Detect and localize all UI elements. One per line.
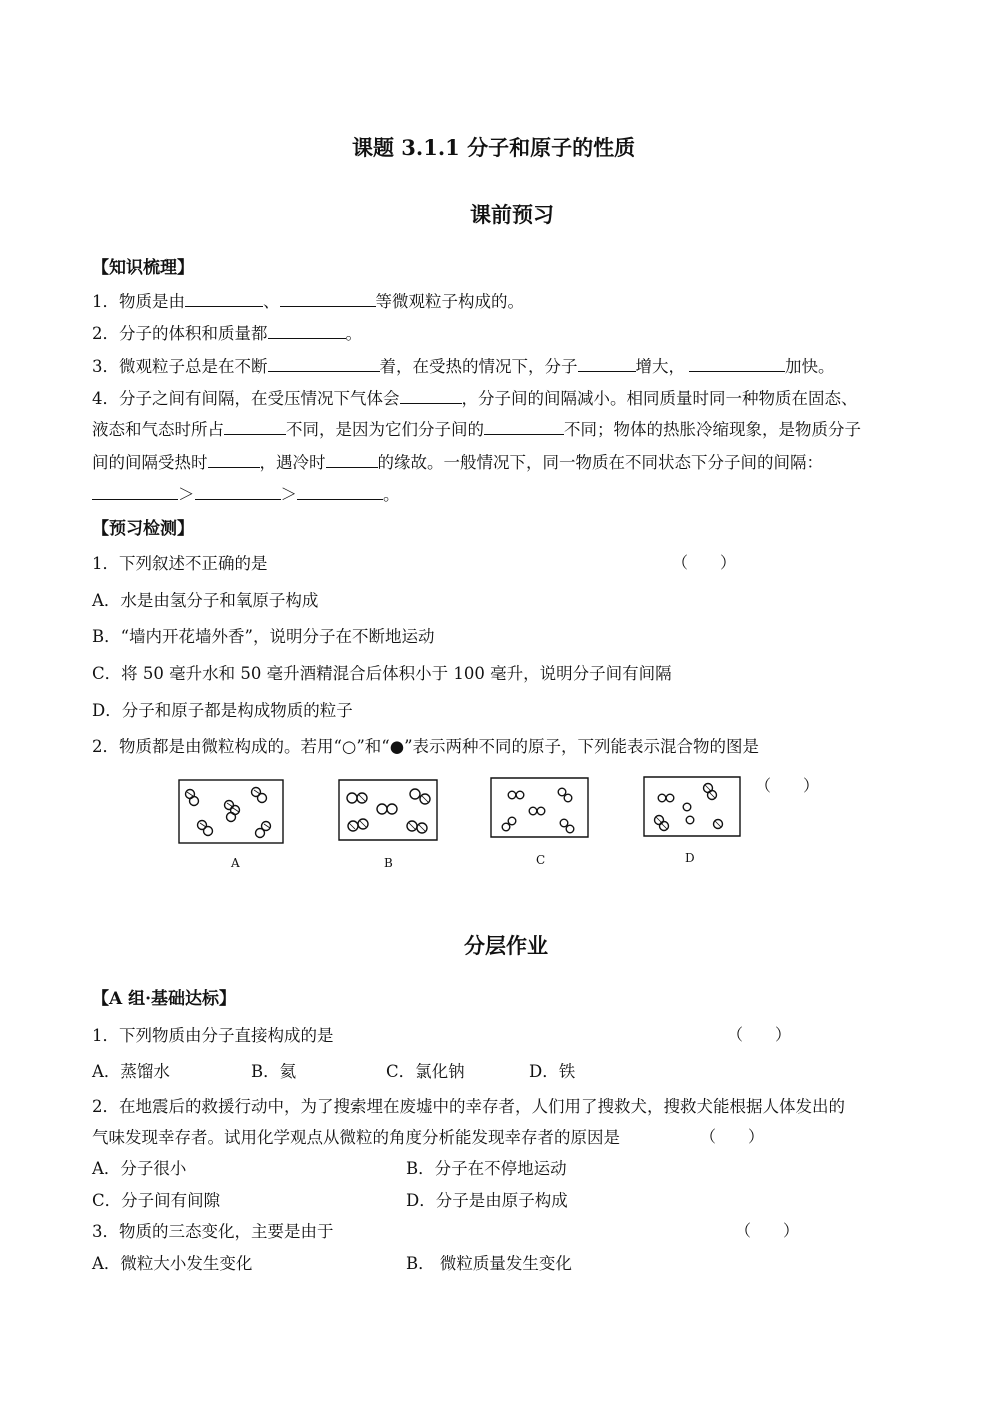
section-homework-title: 分层作业 [464,933,548,958]
q2-figure-b[interactable] [337,776,441,844]
q2-stem: 2．物质都是由微粒构成的。若用“○”和“●”表示两种不同的原子，下列能表示混合物的图是 [92,737,760,756]
figure-c-particles [502,788,574,833]
q2-label-b: B [384,856,393,870]
k4-text-l3b: ，遇冷时 [259,453,326,472]
a3-option-a[interactable]: A．微粒大小发生变化 [92,1254,253,1273]
q2-label-a: A [231,856,240,870]
a2-stem-line-2: 气味发现幸存者。试用化学观点从微粒的角度分析能发现幸存者的原因是 [92,1128,620,1147]
a2-option-c[interactable]: C．分子间有间隙 [92,1191,221,1210]
q1-option-c[interactable]: C．将 50 毫升水和 50 毫升酒精混合后体积小于 100 毫升，说明分子间有间隔 [92,664,672,683]
k4-blank-5[interactable] [326,451,378,468]
a3-answer-paren[interactable]: （ ） [735,1221,800,1240]
k4-text-l2b: 不同，是因为它们分子间的 [286,420,484,439]
page-title: 课题 3.1.1 分子和原子的性质 [352,135,636,160]
a2-option-a[interactable]: A．分子很小 [92,1159,187,1178]
a1-option-b[interactable]: B．氦 [251,1062,297,1081]
k3-blank-2[interactable] [578,355,636,372]
k4-blank-7[interactable] [195,483,281,500]
k1-blank-1[interactable] [185,290,263,307]
k2-text-a: 2．分子的体积和质量都 [92,324,268,343]
k1-text-a: 1．物质是由 [92,292,185,311]
k4-line-3 [92,449,823,473]
figure-d-particles [655,784,723,831]
k4-blank-1[interactable] [400,387,462,404]
knowledge-heading: 【知识梳理】 [92,258,194,278]
k4-line-4 [92,481,400,505]
k4-text-l3c: 的缘故。一般情况下，同一物质在不同状态下分子间的间隔： [377,453,823,472]
k2-line [92,320,362,344]
a1-answer-paren[interactable]: （ ） [727,1025,792,1044]
k4-blank-8[interactable] [297,483,383,500]
check-heading: 【预习检测】 [92,519,194,539]
q2-label-d: D [685,851,695,865]
q2-figure-a[interactable] [178,778,286,846]
figure-a-particles [186,788,271,838]
k4-text-l2c: 不同；物体的热胀冷缩现象，是物质分子 [564,420,861,439]
k2-text-b: 。 [345,324,362,343]
k4-text-l1b: ，分子间的间隔减小。相同质量时同一种物质在固态、 [461,389,858,408]
k1-blank-2[interactable] [280,290,376,307]
k4-text-l1a: 4．分子之间有间隔，在受压情况下气体会 [92,389,400,408]
a2-option-b[interactable]: B．分子在不停地运动 [406,1159,567,1178]
section-preview-title: 课前预习 [470,202,554,227]
a2-option-d[interactable]: D．分子是由原子构成 [406,1191,568,1210]
q1-option-b[interactable]: B．“墙内开花墙外香”，说明分子在不断地运动 [92,627,435,646]
k4-blank-2[interactable] [224,418,286,435]
q1-stem: 1．下列叙述不正确的是 [92,554,268,573]
a2-stem-line-1: 2．在地震后的救援行动中，为了搜索埋在废墟中的幸存者，人们用了搜救犬，搜救犬能根据人体发出的 [92,1097,845,1116]
k4-blank-6[interactable] [92,483,178,500]
k4-blank-3[interactable] [484,418,564,435]
a3-option-b[interactable]: B． 微粒质量发生变化 [406,1254,572,1273]
k4-gt-2: ＞ [280,485,297,504]
k4-blank-4[interactable] [208,451,260,468]
a2-answer-paren[interactable]: （ ） [700,1127,765,1146]
k4-line-2 [92,416,861,440]
q1-option-d[interactable]: D．分子和原子都是构成物质的粒子 [92,701,353,720]
a1-option-c[interactable]: C．氯化钠 [386,1062,465,1081]
q2-label-c: C [536,853,546,867]
a3-stem: 3．物质的三态变化，主要是由于 [92,1222,334,1241]
k3-blank-3[interactable] [689,355,785,372]
k1-line [92,288,524,312]
k2-blank[interactable] [268,322,346,339]
q2-answer-paren[interactable]: （ ） [755,776,820,795]
k3-text-c: 增大， [635,357,685,376]
k4-text-l2a: 液态和气态时所占 [92,420,224,439]
k3-text-d: 加快。 [785,357,835,376]
k3-text-a: 3．微观粒子总是在不断 [92,357,268,376]
a1-option-a[interactable]: A．蒸馏水 [92,1062,170,1081]
k1-text-c: 等微观粒子构成的。 [375,292,524,311]
k3-blank-1[interactable] [268,355,380,372]
q2-figure-c[interactable] [488,775,592,843]
k4-text-end: 。 [383,485,400,504]
figure-d-container [644,777,740,836]
group-a-heading: 【A 组·基础达标】 [92,989,237,1009]
k4-gt-1: ＞ [178,485,195,504]
k3-text-b: 着，在受热的情况下，分子 [379,357,578,376]
k4-text-l3a: 间的间隔受热时 [92,453,208,472]
k4-line-1 [92,385,858,409]
q2-figure-d[interactable] [642,774,746,840]
k3-line [92,353,835,377]
a1-option-d[interactable]: D．铁 [529,1062,576,1081]
a1-stem: 1．下列物质由分子直接构成的是 [92,1026,334,1045]
q1-answer-paren[interactable]: （ ） [672,553,737,572]
k1-text-b: 、 [263,292,280,311]
q1-option-a[interactable]: A．水是由氢分子和氧原子构成 [92,591,319,610]
